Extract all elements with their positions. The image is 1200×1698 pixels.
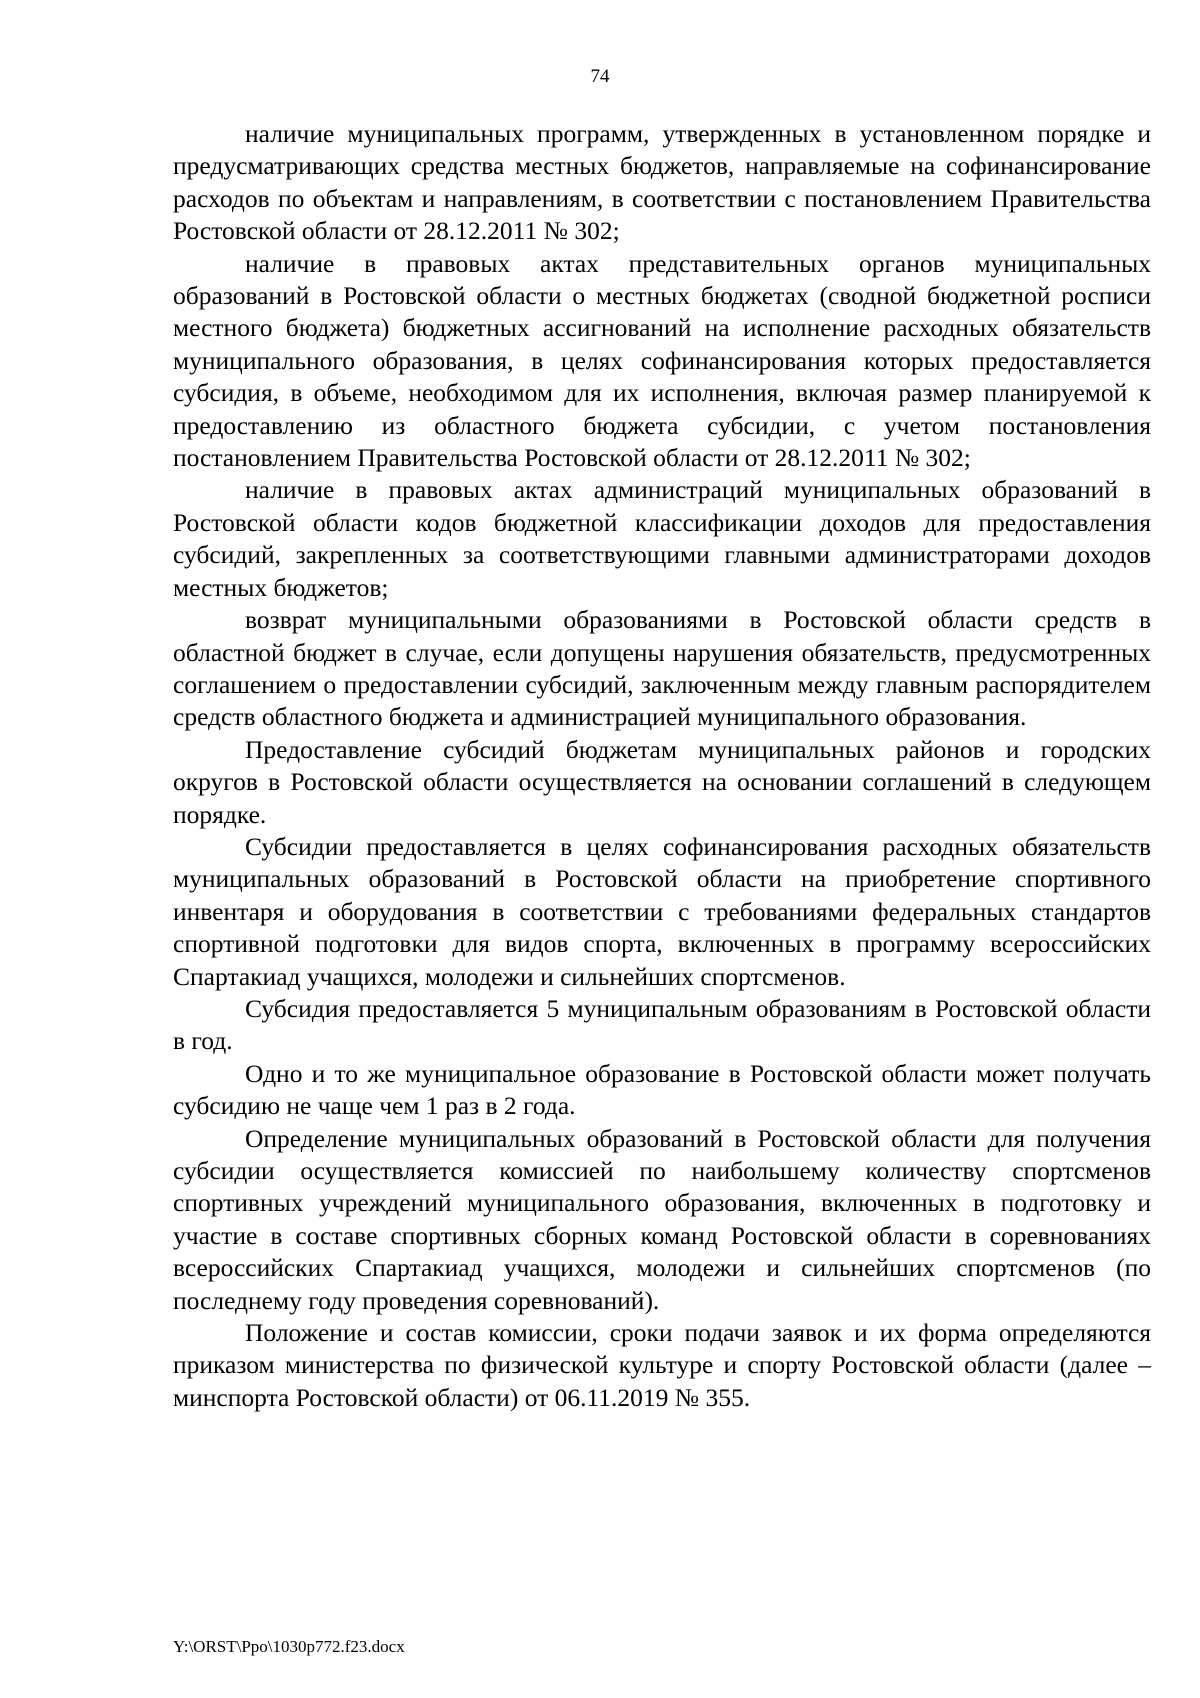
paragraph: Предоставление субсидий бюджетам муниципальных районов и городских округов в Ростовской области осуществляется на основании соглашений в следующем порядке. bbox=[173, 734, 1151, 829]
page-number: 74 bbox=[590, 66, 610, 87]
paragraph: Субсидии предоставляется в целях софинансирования расходных обязательств муниципальных образований в Ростовской области на приобретение спортивного инвентаря и оборудования в соответствии с требованиями федеральных стандартов спортивной подготовки для видов спорта, включенных в программу всероссийских Спартакиад учащихся, молодежи и сильнейших спортсменов. bbox=[173, 831, 1151, 991]
paragraph: Одно и то же муниципальное образование в Ростовской области может получать субсидию не чаще чем 1 раз в 2 года. bbox=[173, 1058, 1151, 1121]
paragraph: Определение муниципальных образований в Ростовской области для получения субсидии осуществляется комиссией по наибольшему количеству спортсменов спортивных учреждений муниципального образования, включенных в подготовку и участие в составе спортивных сборных команд Ростовской области в соревнованиях всероссийских Спартакиад учащихся, молодежи и сильнейших спортсменов (по последнему году проведения соревнований). bbox=[173, 1123, 1151, 1315]
paragraph: Положение и состав комиссии, сроки подачи заявок и их форма определяются приказом министерства по физической культуре и спорту Ростовской области (далее – минспорта Ростовской области) от 06.11.2019 № 355. bbox=[173, 1318, 1151, 1412]
document-body bbox=[173, 118, 1151, 1414]
paragraph: наличие муниципальных программ, утвержденных в установленном порядке и предусматривающих средства местных бюджетов, направляемые на софинансирование расходов по объектам и направлениям, в соответствии с постановлением Правительства Ростовской области от 28.12.2011 № 302; bbox=[173, 119, 1151, 246]
file-path-footer: Y:\ORST\Ppo\1030p772.f23.docx bbox=[173, 1637, 405, 1656]
paragraph: возврат муниципальными образованиями в Ростовской области средств в областной бюджет в случае, если допущены нарушения обязательств, предусмотренных соглашением о предоставлении субсидий, заключенным между главным распорядителем средств областного бюджета и администрацией муниципального образования. bbox=[173, 605, 1151, 732]
paragraph: Субсидия предоставляется 5 муниципальным образованиям в Ростовской области в год. bbox=[173, 993, 1151, 1056]
paragraph: наличие в правовых актах администраций муниципальных образований в Ростовской области кодов бюджетной классификации доходов для предоставления субсидий, закрепленных за соответствующими главными администраторами доходов местных бюджетов; bbox=[173, 475, 1151, 602]
paragraph: наличие в правовых актах представительных органов муниципальных образований в Ростовской области о местных бюджетах (сводной бюджетной росписи местного бюджета) бюджетных ассигнований на исполнение расходных обязательств муниципального образования, в целях софинансирования которых предоставляется субсидия, в объеме, необходимом для их исполнения, включая размер планируемой к предоставлению из областного бюджета субсидии, с учетом постановления постановлением Правительства Ростовской области от 28.12.2011 № 302; bbox=[173, 248, 1151, 473]
